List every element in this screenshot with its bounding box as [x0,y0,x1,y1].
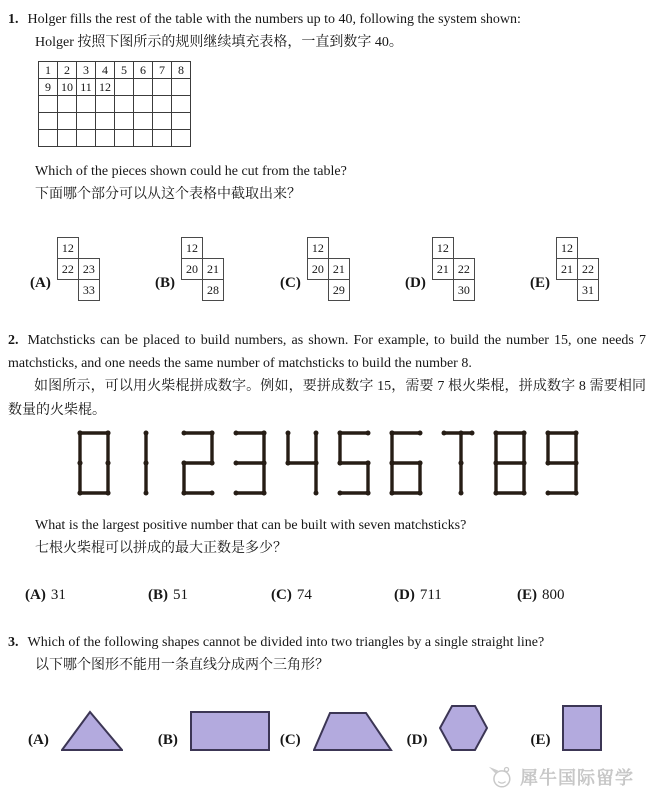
problem-1-text-zh: Holger 按照下图所示的规则继续填充表格，一直到数字 40。 [35,35,403,50]
trapezoid-shape [313,711,393,752]
table-row [39,113,191,130]
table-cell [134,130,153,147]
table-cell [58,96,77,113]
matchstick-digit-9 [543,429,581,497]
matchstick-digit-5 [335,429,373,497]
piece-cell: 23 [78,258,100,280]
choice-label: (E) [530,275,550,291]
table-cell: 4 [96,62,115,79]
choice-option [148,587,271,604]
piece-cell: 21 [432,258,454,280]
matchstick-digit-2 [179,429,217,497]
choice-label: (D) [405,275,426,291]
piece-cell: 28 [202,279,224,301]
problem-3-text-zh: 以下哪个图形不能用一条直线分成两个三角形？ [35,658,329,673]
table-cell [58,130,77,147]
choice-option [280,227,350,303]
matchstick-digits-row [75,429,646,499]
problem-3-text-en: Which of the following shapes cannot be divided into two triangles by a single straight line? [27,635,545,650]
table-cell: 12 [96,79,115,96]
choice-value: 31 [50,587,66,603]
table-cell [77,113,96,130]
table-cell: 2 [58,62,77,79]
choice-value: 74 [296,587,312,603]
problem-1-number: 1. [8,12,19,27]
choice-label: (A) [30,275,51,291]
table-cell [58,113,77,130]
table-cell: 11 [77,79,96,96]
choice-option [280,711,393,752]
choice-option [394,587,517,604]
problem-2-text-zh: 如图所示，可以用火柴棍拼成数字。例如，要拼成数字 15，需要 7 根火柴棍，拼成数字 8 需要相同数量的火柴棍。 [8,379,646,418]
table-cell [115,96,134,113]
piece-diagram [432,237,477,303]
table-cell [153,113,172,130]
table-cell [96,113,115,130]
table-cell [39,130,58,147]
table-cell [115,113,134,130]
piece-cell: 22 [577,258,599,280]
hexagon-shape [439,705,488,752]
piece-cell: 21 [556,258,578,280]
piece-diagram [181,237,226,303]
matchstick-digit-0 [75,429,113,497]
piece-cell: 12 [307,237,329,259]
choice-option [405,227,475,303]
table-cell [39,113,58,130]
problem-2-number: 2. [8,333,19,348]
piece-diagram [556,237,601,303]
choice-label: (A) [28,732,49,748]
problem-3-choices-row [8,700,646,752]
problem-3-statement-en [8,632,646,654]
problem-1-choices-row [8,227,646,303]
problem-1-statement-en [8,9,646,31]
logo-text: 犀牛国际留学 [520,768,634,788]
problem-2-question-en: What is the largest positive number that can be built with seven matchsticks? [35,518,467,533]
choice-label: (B) [155,275,175,291]
choice-option [158,711,270,752]
table-cell: 10 [58,79,77,96]
problem-1-question-zh: 下面哪个部分可以从这个表格中截取出来？ [35,187,301,202]
piece-cell: 33 [78,279,100,301]
choice-option [155,227,225,303]
matchstick-digit-7 [439,429,477,497]
matchstick-digit-8 [491,429,529,497]
choice-label: (D) [394,587,415,603]
choice-label: (A) [25,587,46,603]
choice-value: 51 [173,587,188,603]
choice-option [530,227,600,303]
matchstick-digit-3 [231,429,269,497]
rectangle-shape [190,711,270,752]
choice-label: (E) [530,732,551,748]
piece-cell: 12 [556,237,578,259]
problem-2 [8,329,646,604]
choice-value: 711 [419,587,442,603]
problem-2-question-zh: 七根火柴棍可以拼成的最大正数是多少？ [35,541,287,556]
table-cell [39,96,58,113]
table-cell [115,79,134,96]
number-table [38,61,191,147]
problem-1-question-en: Which of the pieces shown could he cut from the table? [35,164,347,179]
piece-cell: 21 [328,258,350,280]
choice-label: (C) [271,587,292,603]
triangle-shape [61,710,123,752]
choice-option [517,587,640,604]
piece-cell: 12 [432,237,454,259]
choice-option [271,587,394,604]
table-cell: 6 [134,62,153,79]
problem-3-number: 3. [8,635,19,650]
table-cell [134,113,153,130]
choice-option [25,587,148,604]
problem-3 [8,632,646,752]
piece-cell: 29 [328,279,350,301]
problem-1 [8,9,646,303]
table-cell [153,96,172,113]
rhino-icon [486,764,514,790]
table-cell [77,130,96,147]
choice-label: (E) [517,587,537,603]
table-cell: 8 [172,62,191,79]
table-cell: 9 [39,79,58,96]
table-cell [115,130,134,147]
choice-option [28,710,123,752]
watermark-logo [486,764,634,790]
table-cell [153,79,172,96]
choice-label: (B) [148,587,168,603]
table-row [39,62,191,79]
table-cell [153,130,172,147]
choice-option [407,705,489,752]
piece-diagram [57,237,102,303]
piece-diagram [307,237,352,303]
choice-label: (C) [279,732,301,748]
choice-option [30,227,100,303]
table-cell [172,113,191,130]
table-cell: 1 [39,62,58,79]
square-shape [562,705,603,752]
piece-cell: 21 [202,258,224,280]
problem-2-statement-en [8,329,646,375]
choice-label: (C) [280,275,301,291]
problem-1-text-en: Holger fills the rest of the table with the numbers up to 40, following the system shown: [27,12,521,27]
piece-cell: 22 [57,258,79,280]
table-cell [134,96,153,113]
piece-cell: 31 [577,279,599,301]
problem-2-text-en: Matchsticks can be placed to build numbers, as shown. For example, to build the number 15, one needs 7 matchsticks, and one needs the same number of matchsticks to build the number 8. [8,333,646,371]
choice-value: 800 [542,587,565,603]
matchstick-digit-6 [387,429,425,497]
table-cell: 7 [153,62,172,79]
table-cell [134,79,153,96]
matchstick-digit-1 [127,429,165,497]
table-cell [77,96,96,113]
problem-2-choices-row [8,587,646,604]
table-cell [172,130,191,147]
piece-cell: 20 [181,258,203,280]
table-cell [172,79,191,96]
table-cell [172,96,191,113]
table-row [39,130,191,147]
table-cell: 3 [77,62,96,79]
choice-label: (D) [406,732,428,748]
piece-cell: 22 [453,258,475,280]
piece-cell: 20 [307,258,329,280]
piece-cell: 12 [57,237,79,259]
choice-option [530,705,603,752]
table-cell [96,130,115,147]
choice-label: (B) [157,732,178,748]
matchstick-digit-4 [283,429,321,497]
table-row [39,96,191,113]
piece-cell: 12 [181,237,203,259]
piece-cell: 30 [453,279,475,301]
table-cell: 5 [115,62,134,79]
table-row [39,79,191,96]
table-cell [96,96,115,113]
